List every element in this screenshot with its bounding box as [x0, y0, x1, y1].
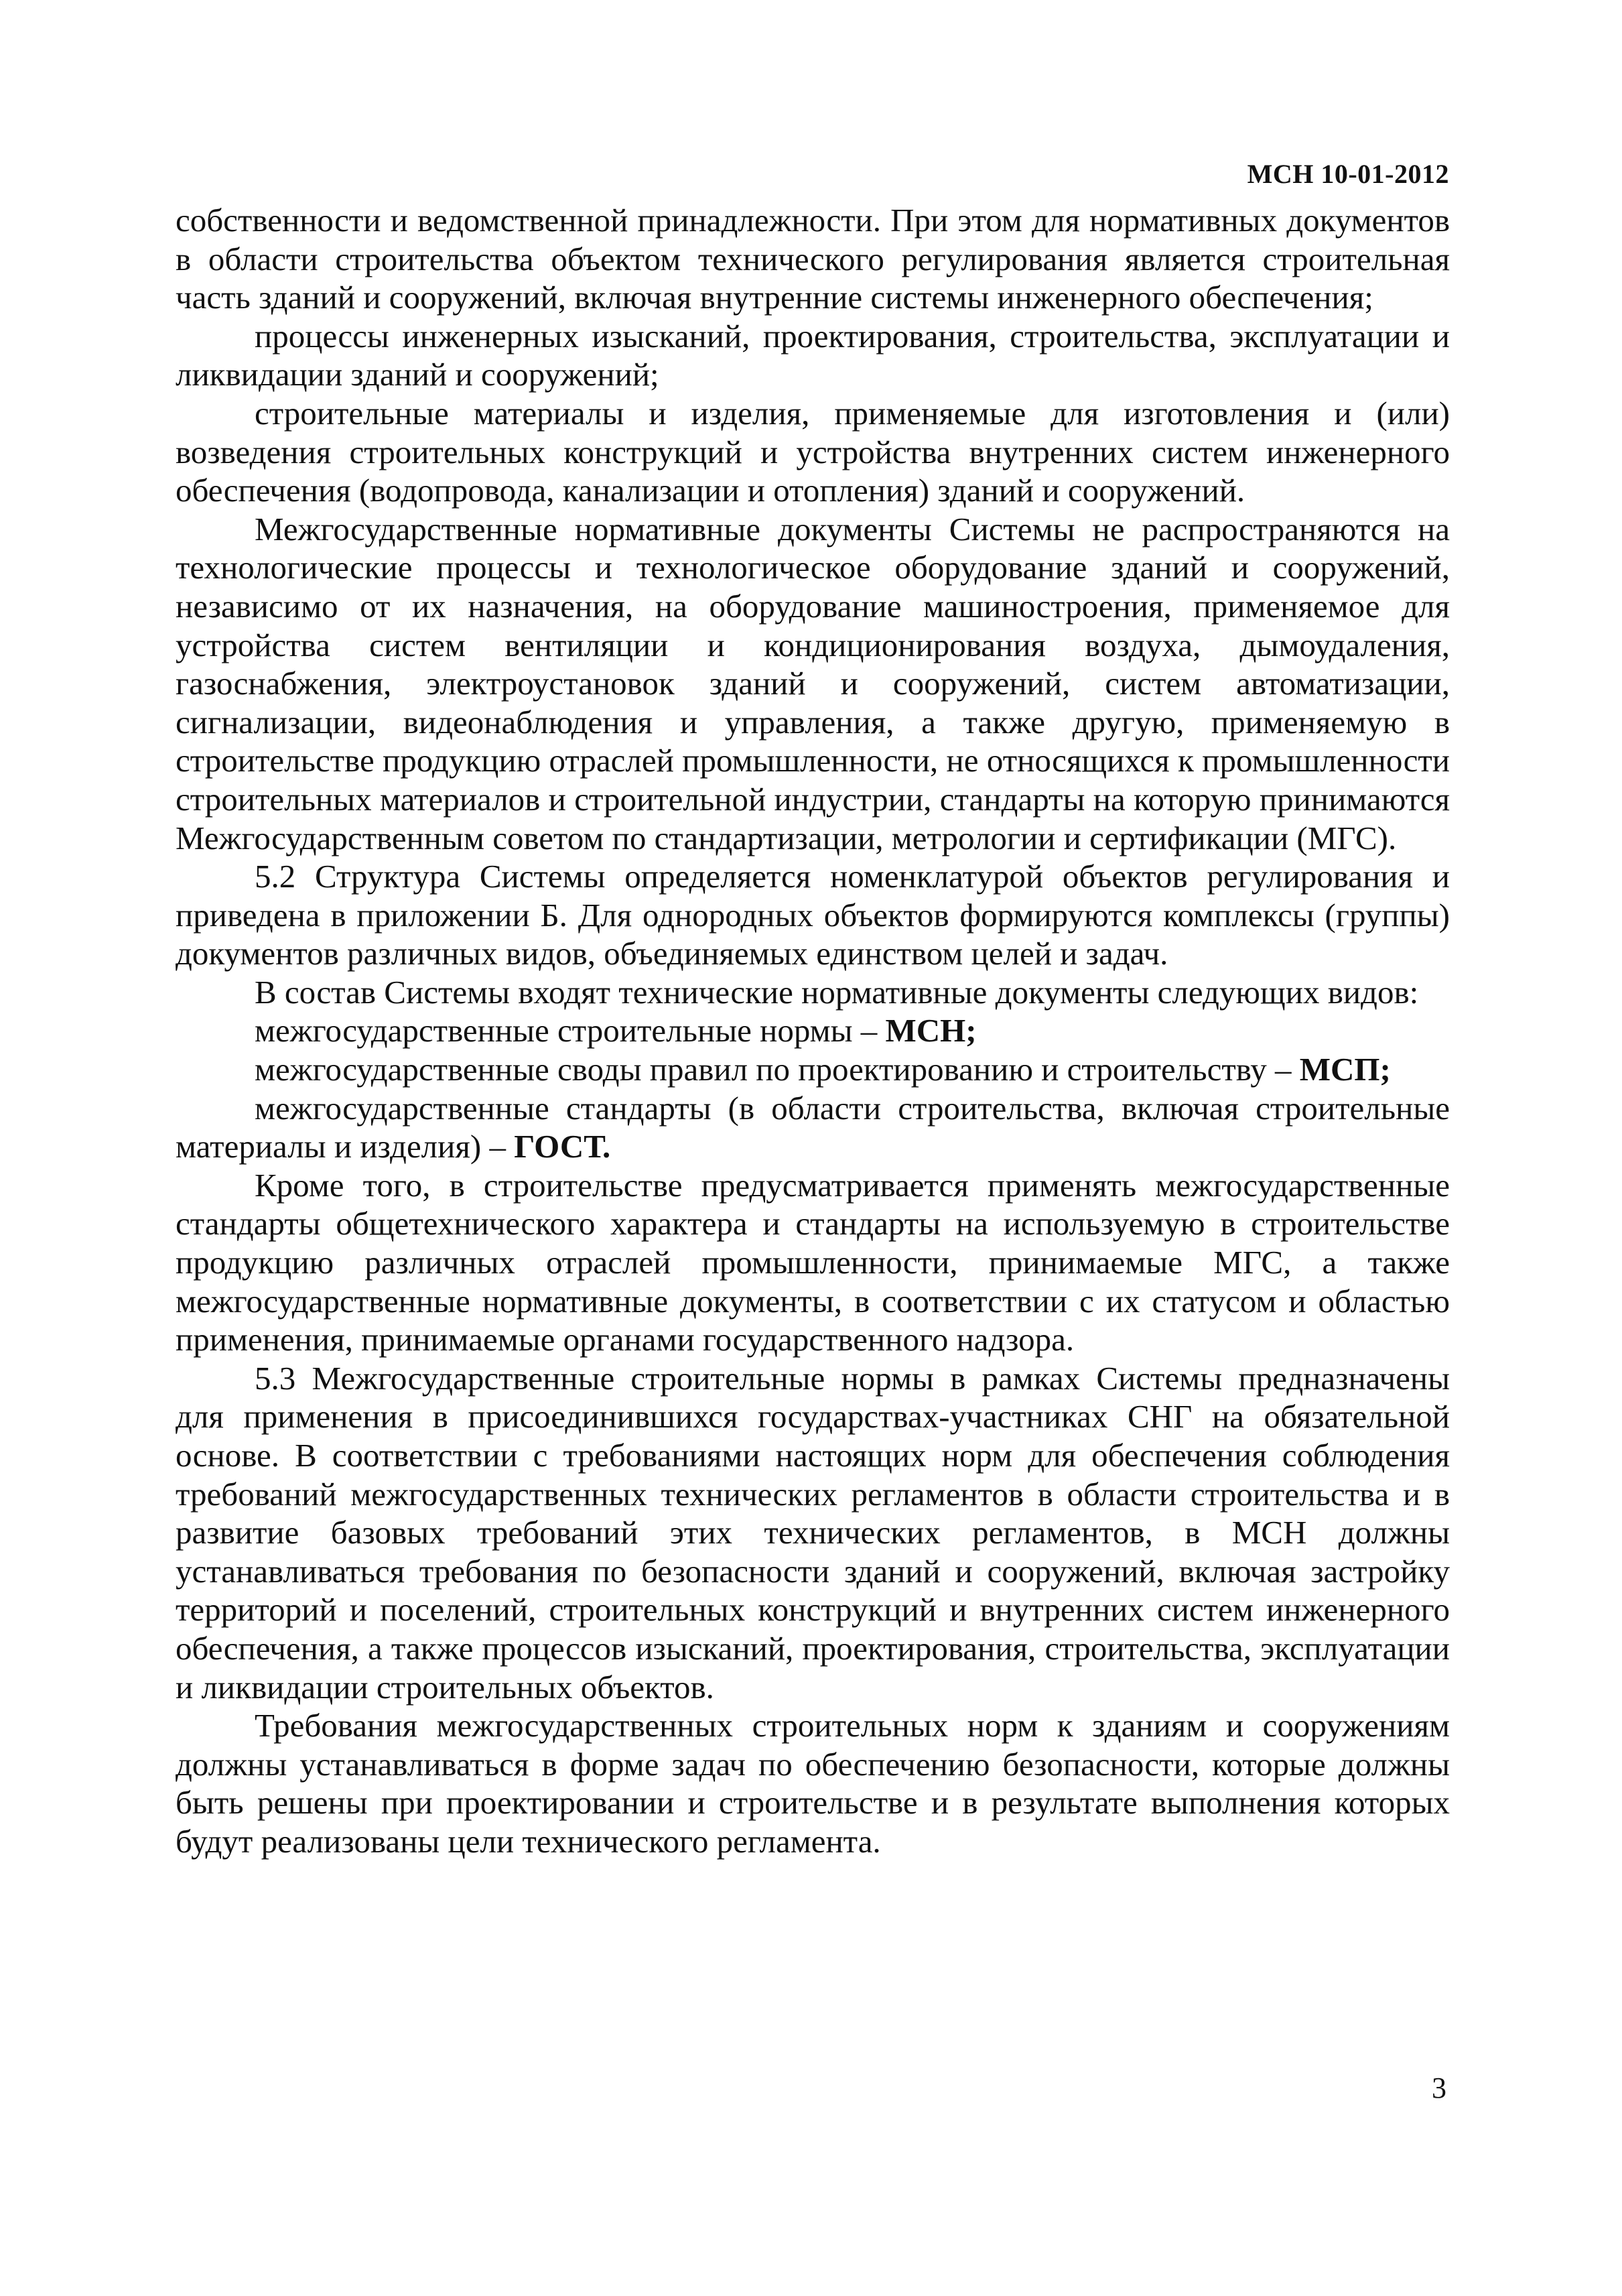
paragraph-requirements-form: Требования межгосударственных строительных норм к зданиям и сооружениям должны устанавливаться в форме задач по обеспечению безопасности, которые должны быть решены при проектировании и строительстве и в результате выполнения которых будут реализованы цели технического регламента. — [176, 1707, 1450, 1860]
list-item-abbreviation: МСН; — [885, 1012, 977, 1049]
list-item-text: межгосударственные своды правил по проектированию и строительству – — [255, 1051, 1300, 1088]
list-item-text: межгосударственные стандарты (в области строительства, включая строительные материалы и изделия) – — [176, 1089, 1450, 1165]
paragraph-section-5-3: 5.3 Межгосударственные строительные нормы в рамках Системы предназначены для применения в присоединившихся государствах-участниках СНГ на обязательной основе. В соответствии с требованиями настоящих норм для обеспечения соблюдения требований межгосударственных технических регламентов в области строительства и в развитие базовых требований этих технических регламентов, в МСН должны устанавливаться требования по безопасности зданий и сооружений, включая застройку территорий и поселений, строительных конструкций и внутренних систем инженерного обеспечения, а также процессов изысканий, проектирования, строительства, эксплуатации и ликвидации строительных объектов. — [176, 1359, 1450, 1706]
paragraph-continuation: собственности и ведомственной принадлежности. При этом для нормативных документов в области строительства объектом технического регулирования является строительная часть зданий и сооружений, включая внутренние системы инженерного обеспечения; — [176, 202, 1450, 316]
list-item-text: межгосударственные строительные нормы – — [255, 1012, 886, 1049]
list-item-abbreviation: ГОСТ. — [514, 1128, 611, 1165]
list-item-msp — [176, 1050, 1450, 1089]
paragraph-additional-standards: Кроме того, в строительстве предусматривается применять межгосударственные стандарты общетехнического характера и стандарты на используемую в строительстве продукцию различных отраслей промышленности, принимаемые МГС, а также межгосударственные нормативные документы, в соответствии с их статусом и областью применения, принимаемые органами государственного надзора. — [176, 1166, 1450, 1358]
paragraph-document-types-intro: В состав Системы входят технические нормативные документы следующих видов: — [255, 973, 1419, 1011]
paragraph-materials: строительные материалы и изделия, применяемые для изготовления и (или) возведения строительных конструкций и устройства внутренних систем инженерного обеспечения (водопровода, канализации и отопления) зданий и сооружений. — [176, 394, 1450, 509]
paragraph-section-5-2: 5.2 Структура Системы определяется номенклатурой объектов регулирования и приведена в приложении Б. Для однородных объектов формируются комплексы (группы) документов различных видов, объединяемых единством целей и задач. — [176, 858, 1450, 972]
page-number: 3 — [1432, 2071, 1446, 2104]
list-item-abbreviation: МСП; — [1299, 1051, 1391, 1088]
paragraph-processes: процессы инженерных изысканий, проектирования, строительства, эксплуатации и ликвидации зданий и сооружений; — [176, 317, 1450, 393]
list-item-msn — [176, 1011, 1450, 1050]
document-body — [176, 201, 1450, 1861]
list-item-gost — [176, 1089, 1450, 1166]
paragraph-scope-exclusions: Межгосударственные нормативные документы Системы не распространяются на технологические процессы и технологическое оборудование зданий и сооружений, независимо от их назначения, на оборудование машиностроения, применяемое для устройства систем вентиляции и кондиционирования воздуха, дымоудаления, газоснабжения, электроустановок зданий и сооружений, систем автоматизации, сигнализации, видеонаблюдения и управления, а также другую, применяемую в строительстве продукцию отраслей промышленности, не относящихся к промышленности строительных материалов и строительной индустрии, стандарты на которую принимаются Межгосударственным советом по стандартизации, метрологии и сертификации (МГС). — [176, 510, 1450, 856]
document-code-header: МСН 10-01-2012 — [1247, 159, 1449, 189]
